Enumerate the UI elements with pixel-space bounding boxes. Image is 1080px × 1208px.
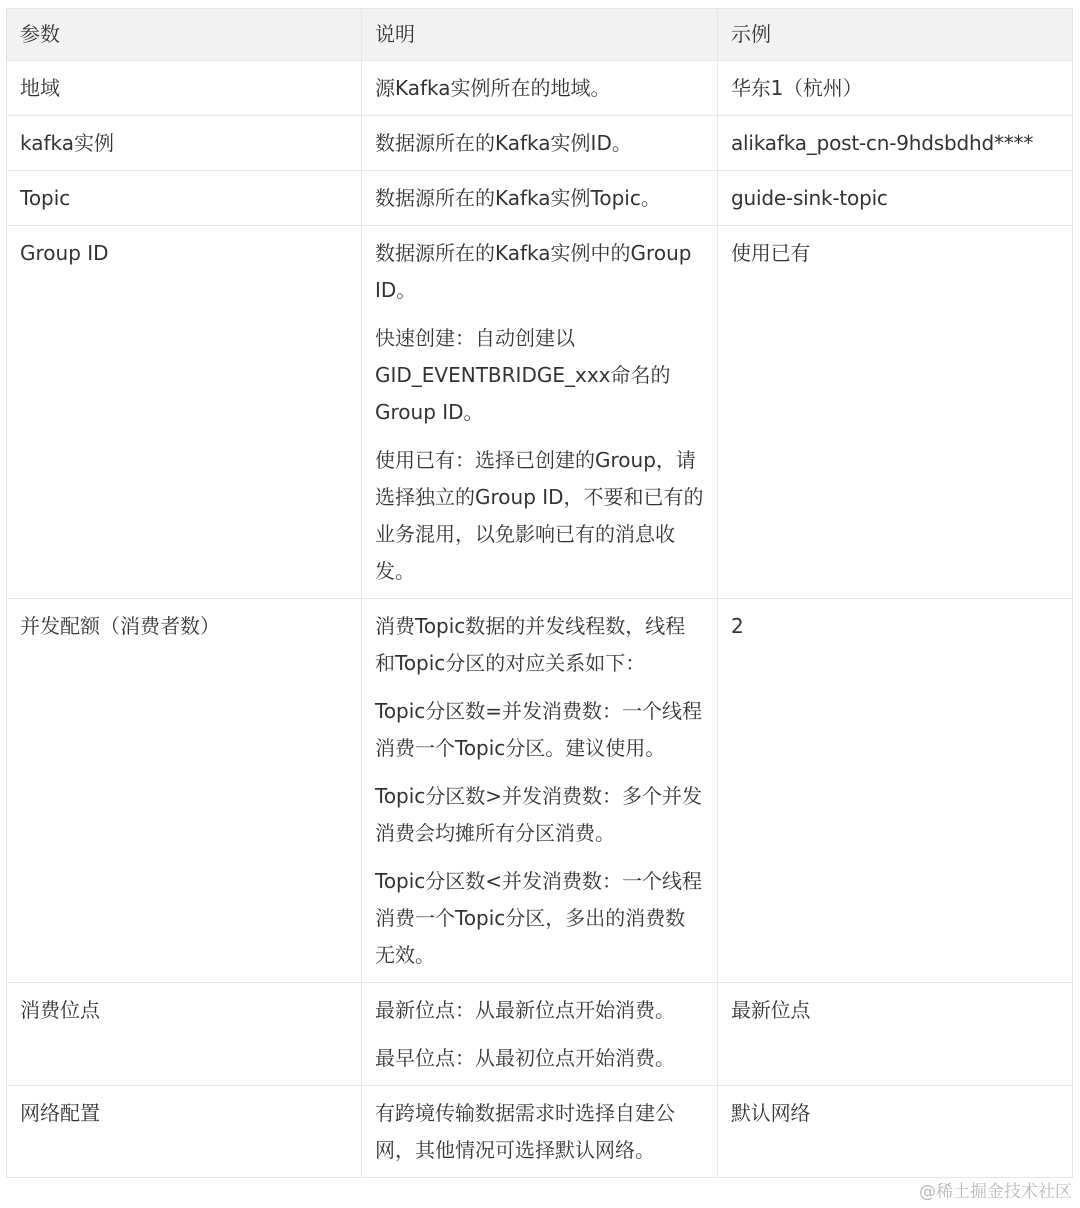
desc-paragraph: 有跨境传输数据需求时选择自建公网，其他情况可选择默认网络。 <box>375 1101 675 1162</box>
table-header <box>7 9 1073 61</box>
desc-cell <box>362 983 718 1086</box>
desc-paragraph: 消费Topic数据的并发线程数，线程和Topic分区的对应关系如下： <box>375 614 686 675</box>
example-cell: 默认网络 <box>718 1086 1073 1178</box>
example-cell: 最新位点 <box>718 983 1073 1086</box>
table-row-topic <box>7 171 1073 226</box>
param-cell: 网络配置 <box>7 1086 362 1178</box>
desc-cell <box>362 226 718 599</box>
example-cell: alikafka_post-cn-9hdsbdhd**** <box>718 116 1073 171</box>
desc-cell <box>362 599 718 983</box>
header-desc: 说明 <box>362 9 718 61</box>
parameter-table <box>6 8 1073 1178</box>
table-row-network <box>7 1086 1073 1178</box>
desc-cell <box>362 116 718 171</box>
desc-paragraph: 数据源所在的Kafka实例ID。 <box>375 131 632 155</box>
desc-paragraph: Topic分区数=并发消费数：一个线程消费一个Topic分区。建议使用。 <box>375 699 703 760</box>
example-cell: 2 <box>718 599 1073 983</box>
table-row-offset <box>7 983 1073 1086</box>
table-row-region <box>7 61 1073 116</box>
param-cell: 并发配额（消费者数） <box>7 599 362 983</box>
param-cell: 地域 <box>7 61 362 116</box>
desc-paragraph: 最早位点：从最初位点开始消费。 <box>375 1046 675 1070</box>
desc-paragraph: 数据源所在的Kafka实例Topic。 <box>375 186 661 210</box>
example-cell: 华东1（杭州） <box>718 61 1073 116</box>
desc-paragraph: Topic分区数>并发消费数：多个并发消费会均摊所有分区消费。 <box>375 784 703 845</box>
desc-paragraph: 使用已有：选择已创建的Group，请选择独立的Group ID，不要和已有的业务混用，以免影响已有的消息收发。 <box>375 448 704 583</box>
example-cell: guide-sink-topic <box>718 171 1073 226</box>
desc-cell <box>362 171 718 226</box>
table-row-kafka-instance <box>7 116 1073 171</box>
param-cell: Group ID <box>7 226 362 599</box>
example-cell: 使用已有 <box>718 226 1073 599</box>
desc-cell <box>362 61 718 116</box>
param-cell: 消费位点 <box>7 983 362 1086</box>
desc-paragraph: Topic分区数<并发消费数：一个线程消费一个Topic分区，多出的消费数无效。 <box>375 869 703 967</box>
param-cell: Topic <box>7 171 362 226</box>
header-param: 参数 <box>7 9 362 61</box>
table-row-group-id <box>7 226 1073 599</box>
param-cell: kafka实例 <box>7 116 362 171</box>
desc-paragraph: 数据源所在的Kafka实例中的Group ID。 <box>375 241 692 302</box>
header-row <box>7 9 1073 61</box>
table-row-concurrency <box>7 599 1073 983</box>
desc-paragraph: 最新位点：从最新位点开始消费。 <box>375 998 675 1022</box>
watermark: @稀土掘金技术社区 <box>919 1182 1072 1202</box>
desc-cell <box>362 1086 718 1178</box>
desc-paragraph: 快速创建：自动创建以GID_EVENTBRIDGE_xxx命名的Group ID。 <box>375 326 671 424</box>
header-example: 示例 <box>718 9 1073 61</box>
desc-paragraph: 源Kafka实例所在的地域。 <box>375 76 611 100</box>
table-body <box>7 61 1073 1178</box>
